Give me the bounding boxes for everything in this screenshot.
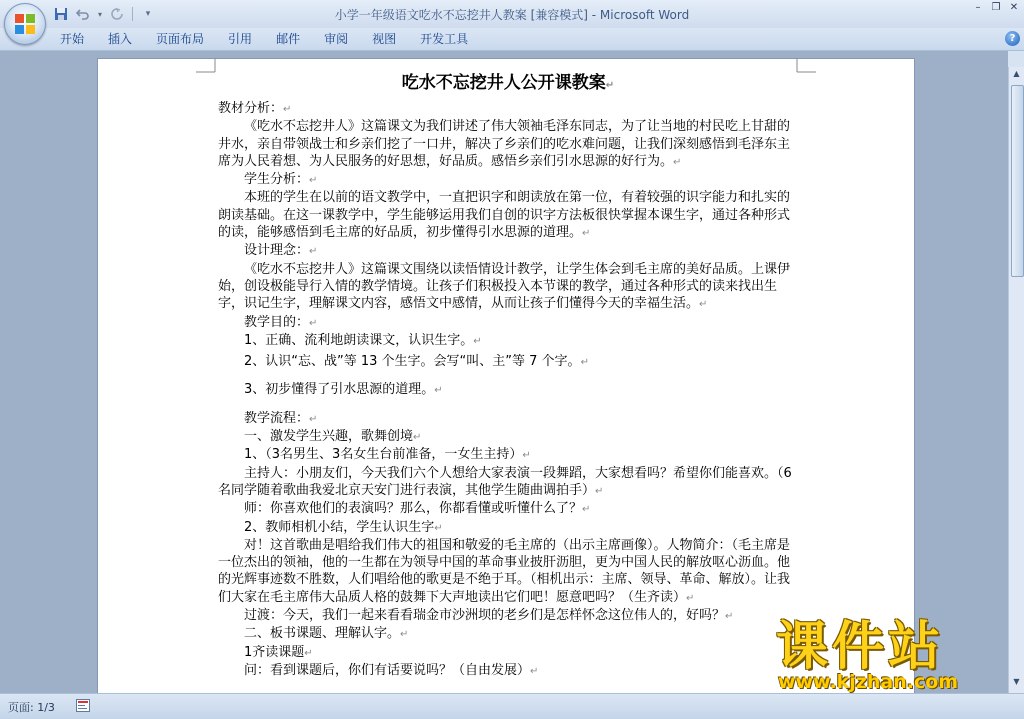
tab-insert[interactable]: 插入 — [108, 32, 133, 46]
margin-corner-mark — [196, 59, 216, 73]
status-bar — [0, 693, 1024, 719]
help-icon[interactable]: ? — [1005, 31, 1020, 46]
section-heading: 学生分析：↵ — [244, 172, 318, 188]
spacer — [218, 400, 798, 410]
application-name: - Microsoft Word — [587, 8, 690, 22]
document-title: 吃水不忘挖井人公开课教案↵ — [401, 73, 615, 93]
close-button[interactable]: ✕ — [1009, 2, 1019, 13]
watermark-url: www.kjzhan.com — [778, 671, 959, 693]
list-item: 2、认识“忘、战”等 13 个生字。会写“叫、主”等 7 个字。↵ — [244, 354, 589, 370]
page-count-status[interactable]: 页面: 1/3 — [8, 701, 55, 714]
list-item: 1齐读课题↵ — [244, 644, 313, 660]
paragraph: 对！这首歌曲是唱给我们伟大的祖国和敬爱的毛主席的（出示主席画像）。人物简介：（毛主席是一位杰出的领袖，他的一生都在为领导中国的革命事业披肝沥胆，更为中国人民的解放呕心沥血。他的光辉事迹数不胜数，人们唱给他的歌更是不绝于耳。（相机出示：主席、领导、革命、解放）。让我们大家在毛主席伟大品质人格的鼓舞下大声地读出它们吧！愿意吧吗？（生齐读）↵ — [218, 537, 791, 605]
paragraph: 本班的学生在以前的语文教学中，一直把识字和朗读放在第一位，有着较强的识字能力和扎实的朗读基础。在这一课教学中，学生能够运用我们自创的识字方法板很快掌握本课生字，通过各种形式的读，能够感悟到毛主席的好品质，初步懂得引水思源的道理。↵ — [218, 190, 791, 241]
paragraph: 《吃水不忘挖井人》这篇课文为我们讲述了伟大领袖毛泽东同志，为了让当地的村民吃上甘甜的井水，亲自带领战士和乡亲们挖了一口井，解决了乡亲们的吃水难问题，让我们深刻感悟到毛泽东主席为人民着想、为人民服务的好思想，好品质。感悟乡亲们引水思源的好行为。↵ — [218, 119, 791, 169]
paragraph: 主持人：小朋友们，今天我们六个人想给大家表演一段舞蹈，大家想看吗？希望你们能喜欢。（6名同学随着歌曲我爱北京天安门进行表演，其他学生随曲调拍手）↵ — [218, 465, 792, 498]
paragraph: 《吃水不忘挖井人》这篇课文围绕以读悟情设计教学，让学生体会到毛主席的美好品质。上课伊始，创设极能导行入情的教学情境。让孩子们积极投入本节课的教学，通过各种形式的读来找出生字，识记生字，理解课文内容，感悟文中感情，从而让孩子们懂得今天的幸福生活。↵ — [218, 261, 791, 312]
tab-view[interactable]: 视图 — [372, 32, 397, 46]
document-name: 小学一年级语文吃水不忘挖井人教案 [兼容模式] — [334, 8, 588, 22]
tab-page-layout[interactable]: 页面布局 — [156, 32, 205, 46]
document-page[interactable] — [98, 59, 914, 693]
section-heading: 设计理念：↵ — [244, 243, 318, 259]
spacer — [218, 371, 798, 381]
scroll-down-arrow-icon[interactable]: ▼ — [1013, 677, 1020, 686]
vertical-scrollbar[interactable] — [1008, 67, 1024, 693]
section-heading: 教学目的：↵ — [244, 314, 318, 330]
proofing-status-icon[interactable] — [76, 699, 90, 712]
list-item: 3、初步懂得了引水思源的道理。↵ — [244, 382, 443, 398]
section-heading: 教材分析：↵ — [218, 101, 292, 116]
document-body[interactable] — [218, 73, 798, 680]
paragraph: 问：看到课题后，你们有话要说吗？（自由发展）↵ — [244, 662, 539, 678]
ribbon-tabs — [48, 28, 480, 50]
title-bar — [0, 0, 1024, 28]
restore-button[interactable]: ❐ — [991, 2, 1001, 13]
office-logo-icon — [14, 13, 36, 35]
list-item: 1、正确、流利地朗读课文，认识生字。↵ — [244, 332, 482, 348]
section-heading: 教学流程：↵ — [244, 410, 318, 426]
margin-corner-mark — [796, 59, 816, 73]
paragraph: 师：你喜欢他们的表演吗？那么，你都看懂或听懂什么了？↵ — [244, 501, 591, 517]
undo-dropdown-icon[interactable]: ▾ — [97, 9, 102, 19]
list-item: 1、（3名男生、3名女生台前准备，一女生主持）↵ — [244, 447, 531, 463]
window-controls — [970, 2, 1022, 14]
list-item: 二、板书课题、理解认字。↵ — [244, 626, 409, 642]
tab-developer[interactable]: 开发工具 — [420, 32, 469, 46]
paragraph: 过渡：今天，我们一起来看看瑞金市沙洲坝的老乡们是怎样怀念这位伟人的，好吗？↵ — [244, 608, 734, 624]
office-button[interactable] — [4, 3, 46, 45]
ribbon-tab-bar — [0, 28, 1024, 51]
tab-home[interactable]: 开始 — [60, 32, 85, 46]
minimize-button[interactable]: – — [975, 2, 981, 13]
tab-review[interactable]: 审阅 — [324, 32, 349, 46]
watermark-logo-text: 课件站 — [776, 617, 945, 677]
customize-toolbar-dropdown-icon[interactable]: ▾ — [145, 9, 151, 19]
scrollbar-thumb[interactable] — [1011, 85, 1024, 277]
list-item: 一、激发学生兴趣，歌舞创境↵ — [244, 429, 422, 445]
scroll-up-arrow-icon[interactable]: ▲ — [1013, 69, 1020, 78]
tab-references[interactable]: 引用 — [228, 32, 253, 46]
window-title — [0, 6, 1024, 23]
list-item: 2、教师相机小结，学生认识生字↵ — [244, 519, 443, 535]
tab-mailings[interactable]: 邮件 — [276, 32, 301, 46]
view-ruler-icon[interactable] — [1008, 51, 1024, 67]
